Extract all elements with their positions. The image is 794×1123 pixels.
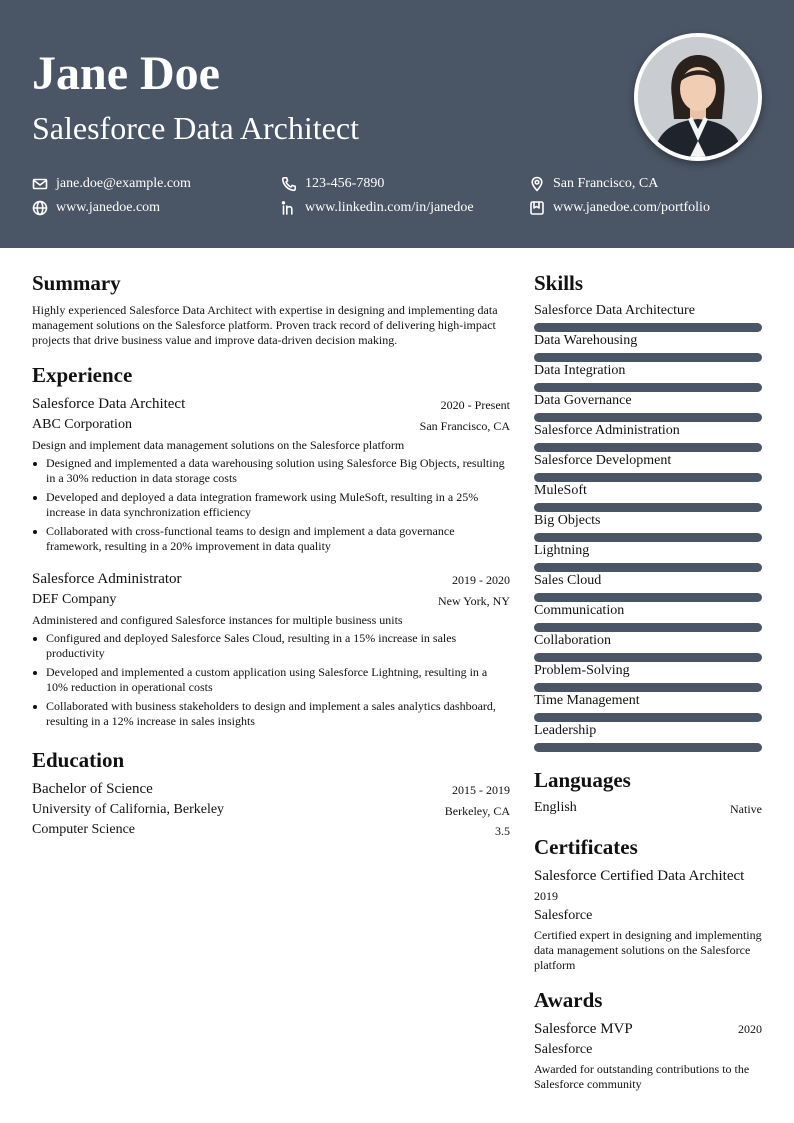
- resume-header: [0, 0, 794, 248]
- skill-label: Salesforce Development: [534, 453, 672, 468]
- skill-bar-fill: [534, 353, 762, 362]
- experience-heading: Experience: [32, 363, 133, 387]
- skill-bar-fill: [534, 713, 762, 722]
- portfolio-icon: [529, 200, 545, 216]
- skill-bar-fill: [534, 623, 762, 632]
- language-proficiency: Native: [730, 802, 762, 816]
- education-school: University of California, Berkeley: [32, 802, 225, 817]
- language-name: English: [534, 800, 577, 815]
- skill-label: Big Objects: [534, 513, 601, 528]
- summary-heading: Summary: [32, 271, 121, 295]
- job-description: Design and implement data management solutions on the Salesforce platform: [32, 438, 405, 452]
- skill-bar: [534, 683, 762, 692]
- job-dates: 2020 - Present: [440, 398, 510, 412]
- job-location: New York, NY: [437, 594, 510, 608]
- mail-icon: [32, 176, 48, 192]
- job-role: Salesforce Data Architect: [32, 396, 186, 412]
- skill-label: Data Governance: [534, 393, 632, 408]
- summary-text: Highly experienced Salesforce Data Architect with expertise in designing and implementing data management solutions on the Salesforce platform. Proven track record of delivering high-impact projects that drive business value and improve data-driven decision making.: [32, 303, 498, 347]
- award-description: Awarded for outstanding contributions to the Salesforce community: [534, 1062, 750, 1091]
- job-location: San Francisco, CA: [419, 419, 510, 433]
- languages-heading: Languages: [534, 768, 631, 792]
- education-location: Berkeley, CA: [444, 804, 510, 818]
- skill-bar-fill: [534, 323, 762, 332]
- skill-bar-fill: [534, 413, 762, 422]
- linkedin-icon: [281, 200, 297, 216]
- contact-location-text: San Francisco, CA: [553, 176, 659, 191]
- education-heading: Education: [32, 748, 125, 772]
- list-item: Collaborated with cross-functional teams to design and implement a data governance framework, resulting in a 20% improvement in data quality: [32, 524, 510, 554]
- skill-bar: [534, 473, 762, 482]
- skill-bar: [534, 323, 762, 332]
- skill-bar-fill: [534, 473, 762, 482]
- job-company: ABC Corporation: [32, 417, 132, 432]
- list-item: Developed and deployed a data integration framework using MuleSoft, resulting in a 25% increase in data synchronization efficiency: [32, 490, 510, 520]
- certificate-issuer: Salesforce: [534, 908, 593, 923]
- certificates-heading: Certificates: [534, 835, 638, 859]
- skill-bar: [534, 503, 762, 512]
- list-item: Collaborated with business stakeholders to design and implement a sales analytics dashboard, resulting in a 12% increase in sales insights: [32, 699, 510, 729]
- profile-photo: [634, 33, 762, 161]
- job-dates: 2019 - 2020: [452, 573, 510, 587]
- skill-label: Data Integration: [534, 363, 626, 378]
- contact-location: [529, 174, 658, 194]
- skill-label: Salesforce Administration: [534, 423, 680, 438]
- profile-photo-illustration: [638, 37, 758, 157]
- skill-bar: [534, 383, 762, 392]
- skill-bar-fill: [534, 593, 762, 602]
- contact-phone[interactable]: [281, 174, 384, 194]
- skill-bar: [534, 443, 762, 452]
- skill-label: Data Warehousing: [534, 333, 638, 348]
- skill-label: Leadership: [534, 723, 597, 738]
- education-dates: 2015 - 2019: [452, 783, 510, 797]
- contact-website-text: www.janedoe.com: [56, 200, 161, 215]
- award-name: Salesforce MVP: [534, 1021, 633, 1037]
- awards-heading: Awards: [534, 988, 603, 1012]
- contact-portfolio[interactable]: [529, 198, 710, 218]
- job-achievements: [32, 631, 510, 733]
- candidate-title: Salesforce Data Architect: [32, 110, 359, 146]
- location-pin-icon: [529, 176, 545, 192]
- skill-bar: [534, 623, 762, 632]
- skill-bar: [534, 653, 762, 662]
- skill-bar-fill: [534, 563, 762, 572]
- skill-bar-fill: [534, 443, 762, 452]
- skill-label: Lightning: [534, 543, 590, 558]
- job-description: Administered and configured Salesforce instances for multiple business units: [32, 613, 403, 627]
- skill-label: Communication: [534, 603, 625, 618]
- list-item: Developed and implemented a custom application using Salesforce Lightning, resulting in a 10% reduction in operational costs: [32, 665, 510, 695]
- contact-email[interactable]: [32, 174, 191, 194]
- skill-bar-fill: [534, 743, 762, 752]
- skill-label: Problem-Solving: [534, 663, 630, 678]
- certificate-description: Certified expert in designing and implementing data management solutions on the Salesforce platform: [534, 928, 762, 972]
- education-degree: Bachelor of Science: [32, 781, 153, 797]
- skill-bar-fill: [534, 533, 762, 542]
- contact-email-text: jane.doe@example.com: [56, 176, 191, 191]
- award-year: 2020: [738, 1022, 762, 1036]
- skill-bar: [534, 743, 762, 752]
- skills-heading: Skills: [534, 271, 584, 295]
- contact-linkedin[interactable]: [281, 198, 474, 218]
- skill-bar: [534, 413, 762, 422]
- job-role: Salesforce Administrator: [32, 571, 182, 587]
- certificate-name: Salesforce Certified Data Architect: [534, 868, 745, 884]
- contact-portfolio-text: www.janedoe.com/portfolio: [553, 200, 710, 215]
- education-gpa: 3.5: [495, 824, 510, 838]
- phone-icon: [281, 176, 297, 192]
- education-field: Computer Science: [32, 822, 136, 837]
- list-item: Designed and implemented a data warehousing solution using Salesforce Big Objects, resulting in a 30% reduction in data storage costs: [32, 456, 510, 486]
- skill-bar-fill: [534, 653, 762, 662]
- skill-bar: [534, 353, 762, 362]
- contact-linkedin-text: www.linkedin.com/in/janedoe: [305, 200, 474, 215]
- skill-bar: [534, 563, 762, 572]
- globe-icon: [32, 200, 48, 216]
- job-company: DEF Company: [32, 592, 117, 607]
- skill-bar-fill: [534, 683, 762, 692]
- skill-label: Collaboration: [534, 633, 611, 648]
- contact-phone-text: 123-456-7890: [305, 176, 385, 191]
- skill-bar: [534, 593, 762, 602]
- award-issuer: Salesforce: [534, 1042, 593, 1057]
- candidate-name: Jane Doe: [32, 47, 220, 100]
- contact-website[interactable]: [32, 198, 160, 218]
- skill-label: Salesforce Data Architecture: [534, 303, 695, 318]
- skill-bar-fill: [534, 383, 762, 392]
- skill-bar: [534, 713, 762, 722]
- skill-label: MuleSoft: [534, 483, 587, 498]
- skill-label: Time Management: [534, 693, 640, 708]
- certificate-year: 2019: [534, 889, 558, 903]
- list-item: Configured and deployed Salesforce Sales Cloud, resulting in a 15% increase in sales productivity: [32, 631, 510, 661]
- skill-label: Sales Cloud: [534, 573, 602, 588]
- skill-bar-fill: [534, 503, 762, 512]
- job-achievements: [32, 456, 510, 558]
- skill-bar: [534, 533, 762, 542]
